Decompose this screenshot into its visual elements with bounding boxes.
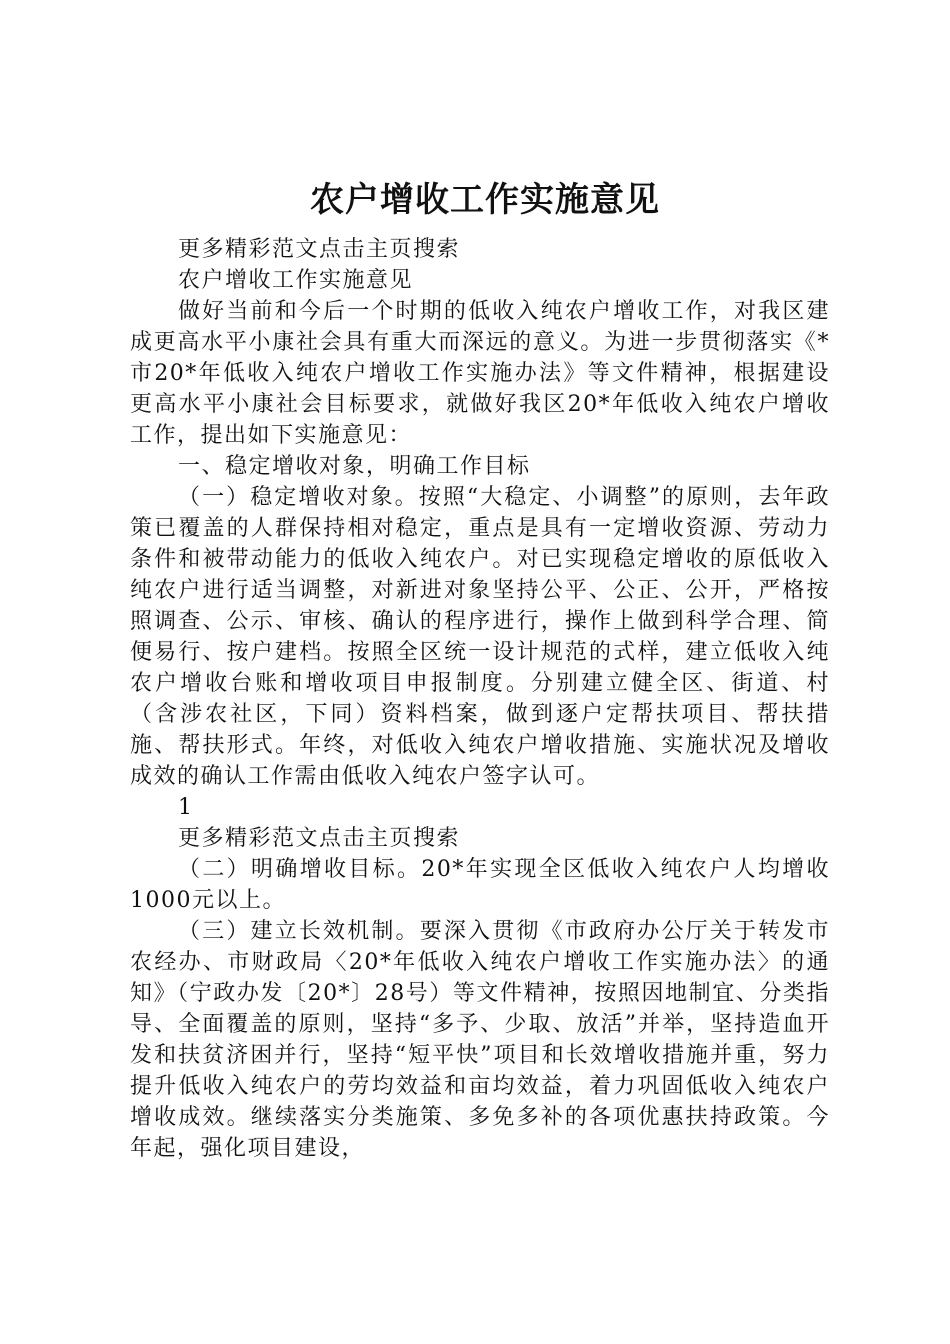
homepage-search-link[interactable]: 更多精彩范文点击主页搜索 — [178, 237, 461, 262]
page-number: 1 — [178, 795, 192, 820]
paragraph-2: （二）明确增收目标。20*年实现全区低收入纯农户人均增收1000元以上。 — [130, 857, 830, 913]
document-page — [130, 180, 830, 1164]
paragraph-1: （一）稳定增收对象。按照“大稳定、小调整”的原则，去年政策已覆盖的人群保持相对稳定，重点是具有一定增收资源、劳动力条件和被带动能力的低收入纯农户。对已实现稳定增收的原低收入纯农户进行适当调整，对新进对象坚持公平、公正、公开，严格按照调查、公示、审核、确认的程序进行，操作上做到科学合理、简便易行、按户建档。按照全区统一设计规范的式样，建立低收入纯农户增收台账和增收项目申报制度。分别建立健全区、街道、村（含涉农社区，下同）资料档案，做到逐户定帮扶项目、帮扶措施、帮扶形式。年终，对低收入纯农户增收措施、实施状况及增收成效的确认工作需由低收入纯农户签字认可。 — [130, 485, 830, 789]
section-1-heading: 一、稳定增收对象，明确工作目标 — [178, 454, 531, 479]
homepage-search-link-2[interactable]: 更多精彩范文点击主页搜索 — [178, 826, 461, 851]
paragraph-3: （三）建立长效机制。要深入贯彻《市政府办公厅关于转发市农经办、市财政局〈20*年低收入纯农户增收工作实施办法〉的通知》（宁政办发〔20*〕28号）等文件精神，按照因地制宜、分类指导、全面覆盖的原则，坚持“多予、少取、放活”并举，坚持造血开发和扶贫济困并行，坚持“短平快”项目和长效增收措施并重，努力提升低收入纯农户的劳均效益和亩均效益，着力巩固低收入纯农户增收成效。继续落实分类施策、多免多补的各项优惠扶持政策。今年起，强化项目建设， — [130, 919, 830, 1161]
document-title: 农户增收工作实施意见 — [310, 180, 660, 220]
document-subtitle: 农户增收工作实施意见 — [178, 268, 414, 293]
intro-paragraph: 做好当前和今后一个时期的低收入纯农户增收工作，对我区建成更高水平小康社会具有重大而深远的意义。为进一步贯彻落实《*市20*年低收入纯农户增收工作实施办法》等文件精神，根据建设更高水平小康社会目标要求，就做好我区20*年低收入纯农户增收工作，提出如下实施意见： — [130, 299, 830, 448]
